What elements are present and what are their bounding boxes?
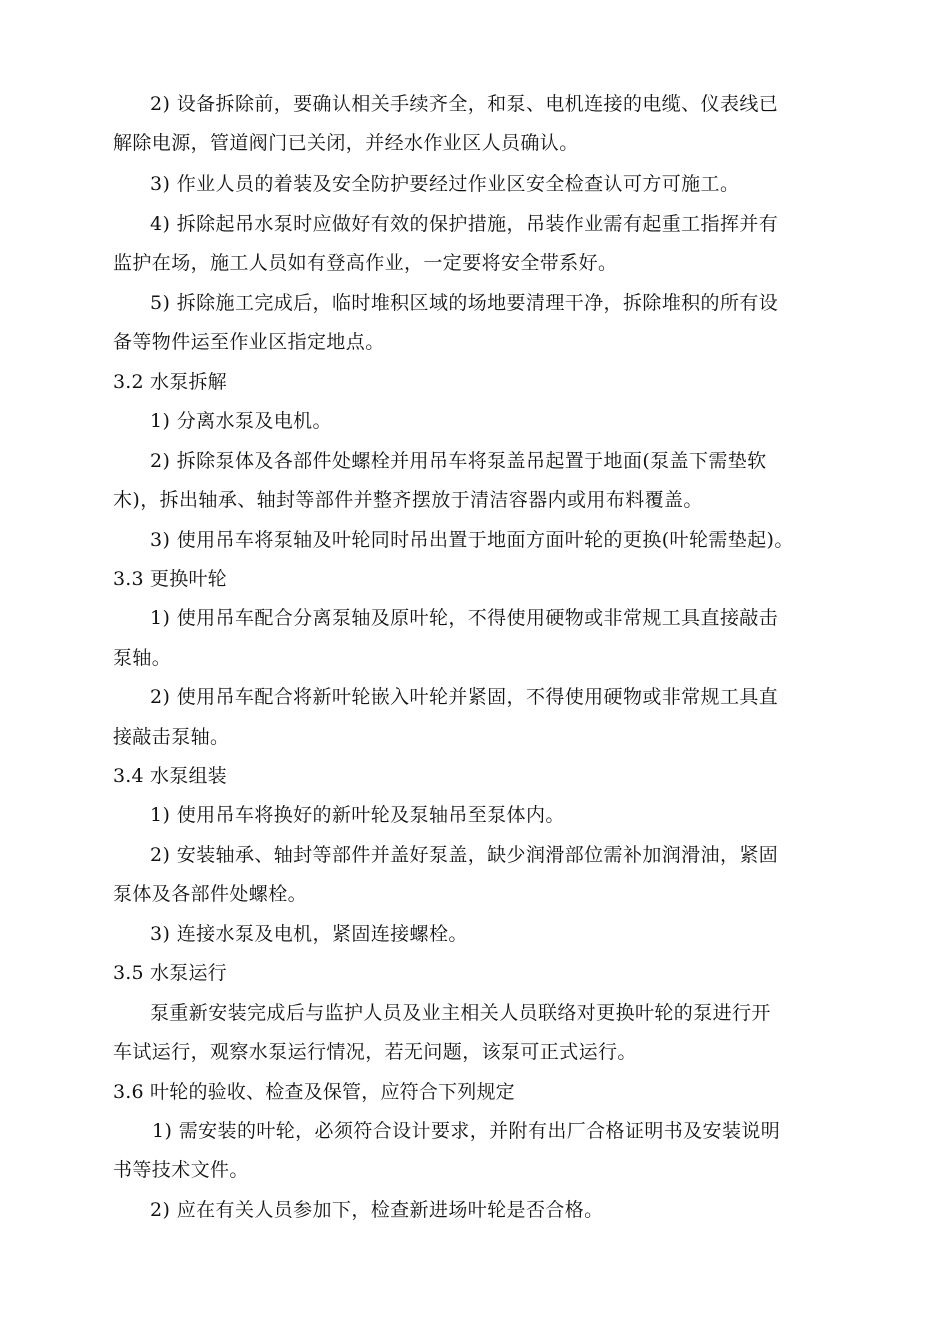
item-3-1-5-line-1: 5) 拆除施工完成后，临时堆积区域的场地要清理干净，拆除堆积的所有设 <box>150 292 779 314</box>
item-3-2-2-line-2: 木)，拆出轴承、轴封等部件并整齐摆放于清洁容器内或用布料覆盖。 <box>113 489 703 511</box>
item-3-2-1: 1) 分离水泵及电机。 <box>150 410 332 432</box>
item-3-4-1: 1) 使用吊车将换好的新叶轮及泵轴吊至泵体内。 <box>150 804 565 826</box>
item-3-6-1-line-1: 1) 需安装的叶轮，必须符合设计要求，并附有出厂合格证明书及安装说明 <box>152 1120 781 1142</box>
item-3-2-2-line-1: 2) 拆除泵体及各部件处螺栓并用吊车将泵盖吊起置于地面(泵盖下需垫软 <box>150 450 767 472</box>
para-3-5-line-1: 泵重新安装完成后与监护人员及业主相关人员联络对更换叶轮的泵进行开 <box>150 1002 771 1024</box>
item-3-3-2-line-2: 接敲击泵轴。 <box>113 726 230 748</box>
item-3-3-1-line-2: 泵轴。 <box>113 647 172 669</box>
item-3-1-5-line-2: 备等物件运至作业区指定地点。 <box>113 331 385 353</box>
item-3-1-4-line-1: 4) 拆除起吊水泵时应做好有效的保护措施，吊装作业需有起重工指挥并有 <box>150 213 779 235</box>
section-heading-3-2: 3.2 水泵拆解 <box>113 371 227 393</box>
para-3-5-line-2: 车试运行，观察水泵运行情况，若无问题，该泵可正式运行。 <box>113 1041 637 1063</box>
item-3-3-2-line-1: 2) 使用吊车配合将新叶轮嵌入叶轮并紧固，不得使用硬物或非常规工具直 <box>150 686 779 708</box>
section-heading-3-3: 3.3 更换叶轮 <box>113 568 227 590</box>
item-3-4-2-line-2: 泵体及各部件处螺栓。 <box>113 883 308 905</box>
section-heading-3-5: 3.5 水泵运行 <box>113 962 227 984</box>
item-3-1-3: 3) 作业人员的着装及安全防护要经过作业区安全检查认可方可施工。 <box>150 173 740 195</box>
item-3-4-3: 3) 连接水泵及电机，紧固连接螺栓。 <box>150 923 468 945</box>
item-3-2-3: 3) 使用吊车将泵轴及叶轮同时吊出置于地面方面叶轮的更换(叶轮需垫起)。 <box>150 529 794 551</box>
item-3-4-2-line-1: 2) 安装轴承、轴封等部件并盖好泵盖，缺少润滑部位需补加润滑油，紧固 <box>150 844 779 866</box>
item-3-1-2-line-2: 解除电源，管道阀门已关闭，并经水作业区人员确认。 <box>113 132 579 154</box>
item-3-6-1-line-2: 书等技术文件。 <box>113 1159 249 1181</box>
item-3-1-4-line-2: 监护在场，施工人员如有登高作业，一定要将安全带系好。 <box>113 252 618 274</box>
item-3-6-2: 2) 应在有关人员参加下，检查新进场叶轮是否合格。 <box>150 1199 604 1221</box>
item-3-3-1-line-1: 1) 使用吊车配合分离泵轴及原叶轮，不得使用硬物或非常规工具直接敲击 <box>150 607 779 629</box>
item-3-1-2-line-1: 2) 设备拆除前，要确认相关手续齐全，和泵、电机连接的电缆、仪表线已 <box>150 93 779 115</box>
section-heading-3-6: 3.6 叶轮的验收、检查及保管，应符合下列规定 <box>113 1081 515 1103</box>
section-heading-3-4: 3.4 水泵组装 <box>113 765 227 787</box>
